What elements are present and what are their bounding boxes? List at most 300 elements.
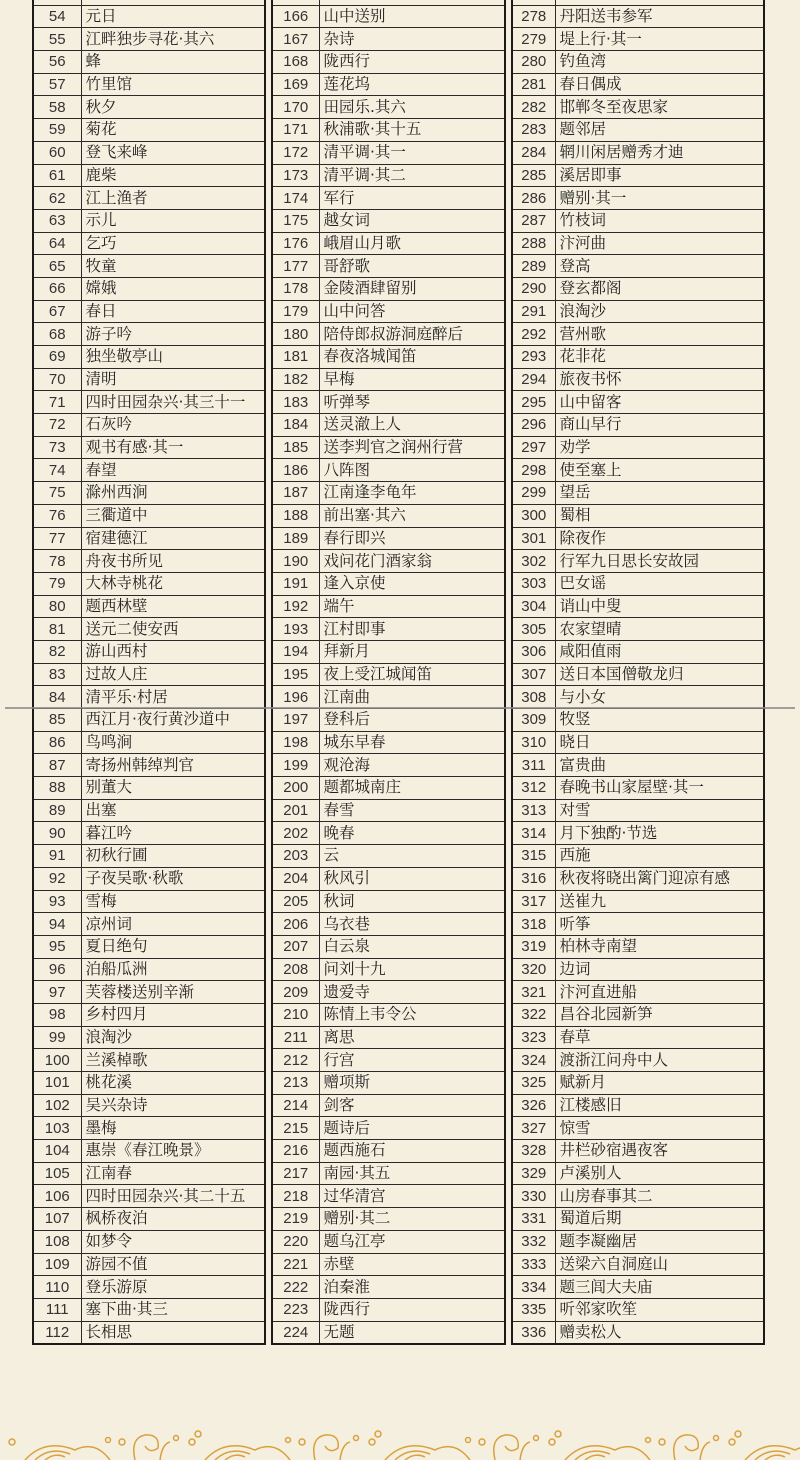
poem-number: 306 (512, 640, 555, 663)
poem-title: 春草 (555, 1026, 764, 1049)
table-row (33, 1003, 265, 1026)
poem-title: 前出塞·其六 (319, 504, 505, 527)
poem-number: 191 (272, 572, 319, 595)
poem-title: 秋词 (319, 890, 505, 913)
poem-number: 64 (33, 232, 81, 255)
poem-number: 320 (512, 958, 555, 981)
table-row (33, 436, 265, 459)
table-row (33, 709, 265, 732)
poem-title: 送元二使安西 (81, 618, 265, 641)
table-row (33, 663, 265, 686)
poem-title: 钓鱼湾 (555, 51, 764, 74)
poem-number: 70 (33, 368, 81, 391)
poem-number: 218 (272, 1185, 319, 1208)
poem-title: 渡浙江问舟中人 (555, 1049, 764, 1072)
poem-number: 66 (33, 277, 81, 300)
poem-title: 题西施石 (319, 1140, 505, 1163)
table-row (33, 1230, 265, 1253)
table-row (512, 1321, 764, 1344)
table-row (33, 1117, 265, 1140)
poem-title: 早梅 (319, 368, 505, 391)
poem-number: 217 (272, 1162, 319, 1185)
poem-number: 62 (33, 187, 81, 210)
poem-number: 54 (33, 5, 81, 28)
poem-number: 166 (272, 5, 319, 28)
poem-title: 行宫 (319, 1049, 505, 1072)
table-row (272, 5, 505, 28)
table-row (272, 1321, 505, 1344)
poem-number: 330 (512, 1185, 555, 1208)
poem-title: 营州歌 (555, 323, 764, 346)
table-row (272, 777, 505, 800)
poem-number: 109 (33, 1253, 81, 1276)
table-row (33, 232, 265, 255)
poem-title: 越女词 (319, 209, 505, 232)
poem-title: 清平调·其一 (319, 141, 505, 164)
poem-title: 送李判官之润州行营 (319, 436, 505, 459)
poem-number: 332 (512, 1230, 555, 1253)
poem-title: 田园乐.其六 (319, 96, 505, 119)
poem-title: 哥舒歌 (319, 255, 505, 278)
poem-title: 桃花溪 (81, 1072, 265, 1095)
table-row (512, 255, 764, 278)
table-row (512, 1003, 764, 1026)
poem-number: 318 (512, 913, 555, 936)
table-row (272, 1162, 505, 1185)
poem-title: 辋川闲居赠秀才迪 (555, 141, 764, 164)
table-row (272, 1026, 505, 1049)
poem-title: 嫦娥 (81, 277, 265, 300)
poem-number: 61 (33, 164, 81, 187)
poem-title: 八阵图 (319, 459, 505, 482)
table-row (272, 414, 505, 437)
table-row (272, 890, 505, 913)
poem-number: 187 (272, 482, 319, 505)
poem-title: 江村即事 (319, 618, 505, 641)
poem-number: 84 (33, 686, 81, 709)
poem-number: 312 (512, 777, 555, 800)
poem-title: 汴河直进船 (555, 981, 764, 1004)
table-row (272, 1208, 505, 1231)
poem-number: 305 (512, 618, 555, 641)
table-row (512, 1185, 764, 1208)
poem-number: 171 (272, 119, 319, 142)
poem-title: 惠崇《春江晚景》 (81, 1140, 265, 1163)
poem-number: 310 (512, 731, 555, 754)
poem-number: 328 (512, 1140, 555, 1163)
poem-title: 惊雪 (555, 1117, 764, 1140)
table-row (512, 1026, 764, 1049)
table-row (33, 300, 265, 323)
poem-number: 77 (33, 527, 81, 550)
poem-title: 蜀相 (555, 504, 764, 527)
poem-number: 108 (33, 1230, 81, 1253)
table-row (512, 958, 764, 981)
poem-number: 102 (33, 1094, 81, 1117)
poem-title: 题李凝幽居 (555, 1230, 764, 1253)
table-row (33, 845, 265, 868)
table-row (33, 391, 265, 414)
poem-title: 清平调·其二 (319, 164, 505, 187)
poem-table-group-2 (271, 0, 506, 1345)
table-row (272, 1253, 505, 1276)
table-row (512, 913, 764, 936)
poem-title: 西江月·夜行黄沙道中 (81, 709, 265, 732)
poem-number: 170 (272, 96, 319, 119)
poem-number: 178 (272, 277, 319, 300)
table-row (33, 754, 265, 777)
poem-number: 326 (512, 1094, 555, 1117)
poem-title: 江南逢李龟年 (319, 482, 505, 505)
table-row (512, 550, 764, 573)
table-row (33, 640, 265, 663)
poem-number: 209 (272, 981, 319, 1004)
poem-number: 221 (272, 1253, 319, 1276)
table-row (512, 164, 764, 187)
poem-title: 春晚书山家屋壁·其一 (555, 777, 764, 800)
table-row (33, 572, 265, 595)
poem-title: 除夜作 (555, 527, 764, 550)
poem-number: 198 (272, 731, 319, 754)
poem-title: 秋风引 (319, 867, 505, 890)
table-row (33, 935, 265, 958)
table-row (33, 890, 265, 913)
poem-number: 289 (512, 255, 555, 278)
table-row (33, 73, 265, 96)
poem-title: 对雪 (555, 799, 764, 822)
poem-number: 196 (272, 686, 319, 709)
table-row (33, 5, 265, 28)
poem-number: 220 (272, 1230, 319, 1253)
poem-title: 剑客 (319, 1094, 505, 1117)
poem-title: 江上渔者 (81, 187, 265, 210)
poem-number: 68 (33, 323, 81, 346)
poem-title: 题诗后 (319, 1117, 505, 1140)
poem-number: 202 (272, 822, 319, 845)
poem-number: 213 (272, 1072, 319, 1095)
poem-number: 319 (512, 935, 555, 958)
poem-number: 292 (512, 323, 555, 346)
poem-title: 别董大 (81, 777, 265, 800)
poem-number: 203 (272, 845, 319, 868)
poem-number: 284 (512, 141, 555, 164)
table-row (512, 187, 764, 210)
poem-title: 邯郸冬至夜思家 (555, 96, 764, 119)
table-row (33, 1276, 265, 1299)
poem-number: 309 (512, 709, 555, 732)
poem-title: 昌谷北园新笋 (555, 1003, 764, 1026)
poem-number: 175 (272, 209, 319, 232)
poem-number: 65 (33, 255, 81, 278)
poem-number: 313 (512, 799, 555, 822)
poem-number: 331 (512, 1208, 555, 1231)
poem-number: 56 (33, 51, 81, 74)
table-row (33, 187, 265, 210)
poem-number: 333 (512, 1253, 555, 1276)
poem-number: 208 (272, 958, 319, 981)
table-row (272, 618, 505, 641)
poem-title: 寄扬州韩绰判官 (81, 754, 265, 777)
poem-number: 286 (512, 187, 555, 210)
poem-title: 山中问答 (319, 300, 505, 323)
poem-title: 行军九日思长安故园 (555, 550, 764, 573)
poem-number: 58 (33, 96, 81, 119)
poem-title: 题三闾大夫庙 (555, 1276, 764, 1299)
poem-title: 宿建德江 (81, 527, 265, 550)
table-row (512, 845, 764, 868)
table-row (33, 867, 265, 890)
table-row (272, 527, 505, 550)
table-row (512, 935, 764, 958)
poem-title: 凉州词 (81, 913, 265, 936)
poem-number: 167 (272, 28, 319, 51)
poem-title: 江南春 (81, 1162, 265, 1185)
poem-title: 山中留客 (555, 391, 764, 414)
poem-title: 井栏砂宿遇夜客 (555, 1140, 764, 1163)
table-row (512, 1049, 764, 1072)
poem-number: 195 (272, 663, 319, 686)
poem-number: 304 (512, 595, 555, 618)
poem-title: 戏问花门酒家翁 (319, 550, 505, 573)
table-row (272, 731, 505, 754)
poem-title: 题都城南庄 (319, 777, 505, 800)
poem-number: 314 (512, 822, 555, 845)
poem-number: 91 (33, 845, 81, 868)
table-row (33, 822, 265, 845)
table-row (272, 981, 505, 1004)
poem-title: 陇西行 (319, 51, 505, 74)
table-row (33, 119, 265, 142)
poem-table-group-1 (32, 0, 266, 1345)
poem-number: 183 (272, 391, 319, 414)
poem-number: 222 (272, 1276, 319, 1299)
poem-title: 江楼感旧 (555, 1094, 764, 1117)
poem-number: 69 (33, 346, 81, 369)
table-row (272, 1003, 505, 1026)
poem-title: 暮江吟 (81, 822, 265, 845)
table-row (272, 958, 505, 981)
poem-number: 111 (33, 1298, 81, 1321)
poem-title: 春雪 (319, 799, 505, 822)
table-row (33, 504, 265, 527)
table-row (33, 277, 265, 300)
poem-title: 使至塞上 (555, 459, 764, 482)
table-row (512, 595, 764, 618)
poem-number: 176 (272, 232, 319, 255)
poem-number: 87 (33, 754, 81, 777)
poem-title: 听邻家吹笙 (555, 1298, 764, 1321)
poem-number: 67 (33, 300, 81, 323)
poem-number: 303 (512, 572, 555, 595)
table-row (33, 482, 265, 505)
poem-number: 184 (272, 414, 319, 437)
table-row (272, 255, 505, 278)
poem-title: 雪梅 (81, 890, 265, 913)
poem-number: 80 (33, 595, 81, 618)
poem-number: 327 (512, 1117, 555, 1140)
poem-title: 军行 (319, 187, 505, 210)
poem-title: 元日 (81, 5, 265, 28)
poem-title: 子夜吴歌·秋歌 (81, 867, 265, 890)
poem-title: 无题 (319, 1321, 505, 1344)
poem-number: 179 (272, 300, 319, 323)
poem-title: 商山早行 (555, 414, 764, 437)
scan-divider-line (5, 707, 795, 709)
poem-title: 陪侍郎叔游洞庭醉后 (319, 323, 505, 346)
poem-title: 题西林壁 (81, 595, 265, 618)
table-row (33, 1185, 265, 1208)
table-row (272, 232, 505, 255)
poem-title: 送崔九 (555, 890, 764, 913)
poem-title: 泊秦淮 (319, 1276, 505, 1299)
poem-number: 93 (33, 890, 81, 913)
poem-title: 听筝 (555, 913, 764, 936)
poem-title: 江南曲 (319, 686, 505, 709)
poem-title: 游山西村 (81, 640, 265, 663)
table-row (272, 277, 505, 300)
poem-title: 浪淘沙 (81, 1026, 265, 1049)
table-row (272, 300, 505, 323)
poem-title: 乌衣巷 (319, 913, 505, 936)
poem-number: 194 (272, 640, 319, 663)
table-row (512, 1253, 764, 1276)
poem-title: 春望 (81, 459, 265, 482)
poem-title: 芙蓉楼送别辛渐 (81, 981, 265, 1004)
table-row (33, 799, 265, 822)
poem-number: 294 (512, 368, 555, 391)
poem-title: 西施 (555, 845, 764, 868)
poem-number: 290 (512, 277, 555, 300)
poem-number: 60 (33, 141, 81, 164)
table-row (512, 482, 764, 505)
table-row (272, 436, 505, 459)
poem-number: 181 (272, 346, 319, 369)
table-row (512, 822, 764, 845)
poem-number: 85 (33, 709, 81, 732)
poem-title: 春日偶成 (555, 73, 764, 96)
table-row (272, 119, 505, 142)
poem-title: 咸阳值雨 (555, 640, 764, 663)
poem-number: 105 (33, 1162, 81, 1185)
poem-title: 端午 (319, 595, 505, 618)
poem-number: 168 (272, 51, 319, 74)
poem-title: 杂诗 (319, 28, 505, 51)
poem-title: 登科后 (319, 709, 505, 732)
poem-number: 73 (33, 436, 81, 459)
table-row (512, 391, 764, 414)
poem-title: 金陵酒肆留别 (319, 277, 505, 300)
table-row (512, 1162, 764, 1185)
poem-number: 106 (33, 1185, 81, 1208)
poem-title: 观沧海 (319, 754, 505, 777)
table-row (33, 618, 265, 641)
table-row (272, 482, 505, 505)
poem-title: 秋夜将晓出篱门迎凉有感 (555, 867, 764, 890)
poem-number: 300 (512, 504, 555, 527)
table-row (272, 754, 505, 777)
poem-title: 劝学 (555, 436, 764, 459)
poem-number: 302 (512, 550, 555, 573)
poem-title: 滁州西涧 (81, 482, 265, 505)
poem-number: 112 (33, 1321, 81, 1344)
poem-number: 206 (272, 913, 319, 936)
poem-title: 云 (319, 845, 505, 868)
table-row (272, 73, 505, 96)
poem-table-group-3 (511, 0, 765, 1345)
poem-number: 297 (512, 436, 555, 459)
table-row (512, 368, 764, 391)
table-row (512, 1276, 764, 1299)
table-row (512, 731, 764, 754)
poem-title: 鹿柴 (81, 164, 265, 187)
poem-number: 212 (272, 1049, 319, 1072)
table-row (33, 1072, 265, 1095)
table-row (33, 323, 265, 346)
poem-title: 赠别·其二 (319, 1208, 505, 1231)
table-row (512, 414, 764, 437)
poem-title: 望岳 (555, 482, 764, 505)
poem-title: 夜上受江城闻笛 (319, 663, 505, 686)
poem-number: 200 (272, 777, 319, 800)
poem-number: 316 (512, 867, 555, 890)
table-row (512, 686, 764, 709)
poem-title: 秋浦歌·其十五 (319, 119, 505, 142)
table-row (33, 209, 265, 232)
poem-number: 215 (272, 1117, 319, 1140)
table-row (33, 141, 265, 164)
table-row (512, 618, 764, 641)
poem-number: 336 (512, 1321, 555, 1344)
poem-number: 219 (272, 1208, 319, 1231)
table-row (272, 867, 505, 890)
poem-title: 如梦令 (81, 1230, 265, 1253)
table-row (272, 572, 505, 595)
table-row (272, 504, 505, 527)
poem-title: 拜新月 (319, 640, 505, 663)
table-row (33, 595, 265, 618)
table-row (512, 1230, 764, 1253)
poem-number: 89 (33, 799, 81, 822)
table-row (272, 550, 505, 573)
table-row (33, 1321, 265, 1344)
poem-title: 巴女谣 (555, 572, 764, 595)
poem-title: 堤上行·其一 (555, 28, 764, 51)
table-row (272, 346, 505, 369)
poem-number: 83 (33, 663, 81, 686)
table-row (33, 550, 265, 573)
poem-title: 示儿 (81, 209, 265, 232)
poem-number: 293 (512, 346, 555, 369)
poem-title: 观书有感·其一 (81, 436, 265, 459)
poem-title: 清平乐·村居 (81, 686, 265, 709)
poem-number: 291 (512, 300, 555, 323)
poem-title: 卢溪别人 (555, 1162, 764, 1185)
poem-title: 四时田园杂兴·其二十五 (81, 1185, 265, 1208)
table-row (272, 1094, 505, 1117)
poem-number: 199 (272, 754, 319, 777)
poem-title: 富贵曲 (555, 754, 764, 777)
table-row (33, 346, 265, 369)
poem-title: 蜂 (81, 51, 265, 74)
poem-number: 296 (512, 414, 555, 437)
poem-title: 边词 (555, 958, 764, 981)
poem-title: 登飞来峰 (81, 141, 265, 164)
poem-number: 307 (512, 663, 555, 686)
table-row (33, 28, 265, 51)
table-row (512, 51, 764, 74)
table-row (272, 209, 505, 232)
poem-number: 78 (33, 550, 81, 573)
